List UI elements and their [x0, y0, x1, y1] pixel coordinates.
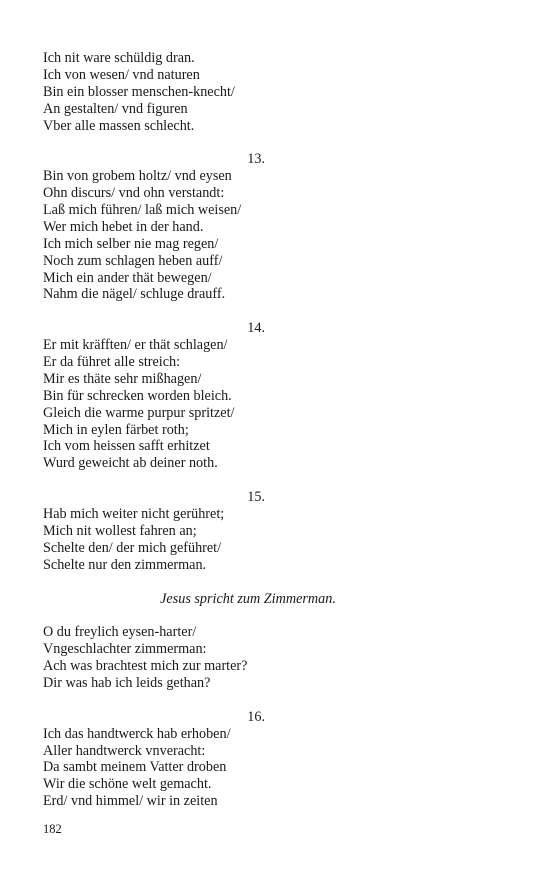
verse-line: O du freylich eysen-harter/: [43, 624, 197, 641]
stanza-number: 13.: [247, 151, 265, 168]
stanza: [43, 624, 513, 692]
verse-line: Wurd geweicht ab deiner noth.: [43, 455, 218, 472]
verse-line: Mich ein ander thät bewegen/: [43, 269, 212, 286]
verse-line: Bin ein blosser menschen-knecht/: [43, 83, 235, 100]
stanza: [43, 709, 513, 810]
stanza: [43, 50, 513, 134]
verse-line: Schelte den/ der mich geführet/: [43, 539, 222, 556]
verse-line: Er da führet alle streich:: [43, 354, 181, 371]
verse-line: Vngeschlachter zimmerman:: [43, 641, 207, 658]
verse-line: An gestalten/ vnd figuren: [43, 100, 188, 117]
verse-line: Ohn discurs/ vnd ohn verstandt:: [43, 185, 225, 202]
verse-line: Schelte nur den zimmerman.: [43, 556, 207, 573]
verse-line: Mir es thäte sehr mißhagen/: [43, 370, 202, 387]
verse-line: Ach was brachtest mich zur marter?: [43, 658, 248, 675]
verse-line: Nahm die nägel/ schluge drauff.: [43, 286, 226, 303]
verse-line: Hab mich weiter nicht gerühret;: [43, 506, 225, 523]
verse-line: Ich vom heissen safft erhitzet: [43, 438, 210, 455]
verse-line: Laß mich führen/ laß mich weisen/: [43, 202, 242, 219]
stanza: [43, 151, 513, 303]
verse-line: Vber alle massen schlecht.: [43, 117, 195, 134]
verse-line: Da sambt meinem Vatter droben: [43, 759, 227, 776]
stanza-number: 16.: [247, 708, 265, 725]
verse-line: Mich in eylen färbet roth;: [43, 421, 189, 438]
verse-line: Ich mich selber nie mag regen/: [43, 235, 219, 252]
page-number: 182: [43, 822, 62, 836]
verse-line: Wir die schöne welt gemacht.: [43, 776, 212, 793]
verse-line: Erd/ vnd himmel/ wir in zeiten: [43, 793, 218, 810]
verse-line: Er mit kräfften/ er thät schlagen/: [43, 337, 228, 354]
poem-page: [43, 50, 513, 827]
verse-line: Bin für schrecken worden bleich.: [43, 387, 232, 404]
verse-line: Mich nit wollest fahren an;: [43, 522, 197, 539]
stanza: [43, 320, 513, 472]
stanza-number: 15.: [247, 489, 265, 506]
verse-line: Dir was hab ich leids gethan?: [43, 674, 211, 691]
verse-line: Wer mich hebet in der hand.: [43, 218, 204, 235]
section-heading: Jesus spricht zum Zimmerman.: [160, 590, 336, 607]
verse-line: Noch zum schlagen heben auff/: [43, 252, 223, 269]
verse-line: Ich das handtwerck hab erhoben/: [43, 725, 231, 742]
verse-line: Aller handtwerck vnveracht:: [43, 742, 206, 759]
verse-line: Gleich die warme purpur spritzet/: [43, 404, 235, 421]
verse-line: Ich von wesen/ vnd naturen: [43, 66, 200, 83]
stanza-number: 14.: [247, 320, 265, 337]
stanza: [43, 489, 513, 573]
verse-line: Ich nit ware schüldig dran.: [43, 50, 195, 66]
verse-line: Bin von grobem holtz/ vnd eysen: [43, 168, 232, 185]
